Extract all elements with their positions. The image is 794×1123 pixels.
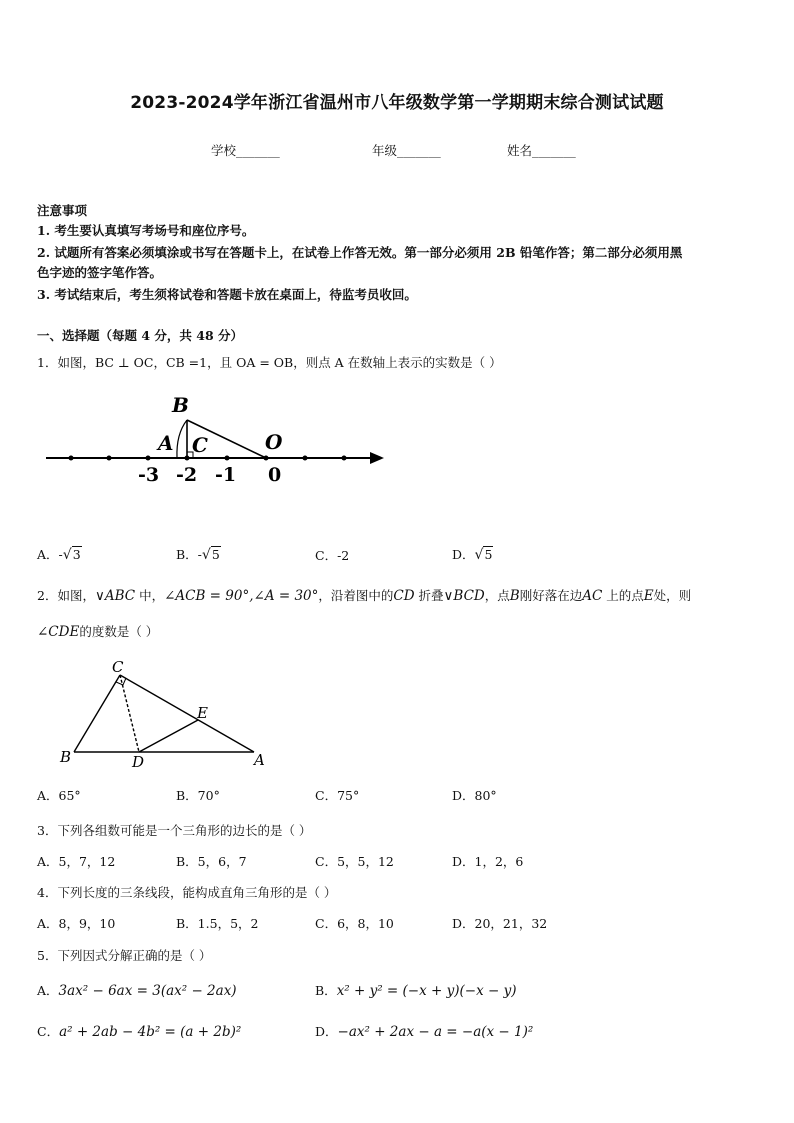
q3-option-a[interactable]: A．5，7，12 (37, 854, 116, 869)
label-c: C (192, 433, 208, 457)
notice-heading: 注意事项 (37, 203, 88, 218)
q3-option-b[interactable]: B．5，6，7 (176, 854, 247, 869)
section-heading: 一、选择题（每题 4 分，共 48 分） (37, 328, 244, 343)
q4-option-a[interactable]: A．8，9，10 (37, 916, 116, 931)
option-label: B．- (176, 547, 202, 562)
q1-stem: 1．如图，BC ⊥ OC，CB =1，且 OA = OB，则点 A 在数轴上表示的实数是（ ） (37, 355, 502, 370)
q5-stem: 5．下列因式分解正确的是（ ） (37, 948, 212, 963)
side-bc (74, 675, 120, 752)
q2-option-b[interactable]: B．70° (176, 788, 220, 803)
tick-dot (303, 456, 308, 461)
option-label: D． (452, 547, 475, 562)
grade-field: 年级_______ (372, 143, 441, 158)
tick-label: -3 (138, 464, 160, 486)
q1-option-b[interactable]: B．-√5 (176, 547, 220, 563)
q4-option-d[interactable]: D．20，21，32 (452, 916, 548, 931)
radicand: 5 (484, 547, 493, 562)
segment-de (139, 720, 198, 752)
q1-option-c[interactable]: C．-2 (315, 548, 350, 563)
q5-option-c[interactable]: C．a² + 2ab − 4b² = (a + 2b)² (37, 1024, 242, 1040)
notice-item-1: 1. 考生要认真填写考场号和座位序号。 (37, 223, 255, 238)
label-o: O (265, 430, 283, 454)
tick-dot (225, 456, 230, 461)
option-label: A．- (37, 547, 63, 562)
q4-option-b[interactable]: B．1.5，5，2 (176, 916, 259, 931)
radicand: 5 (211, 547, 220, 562)
side-ca (120, 675, 254, 752)
label-b: B (60, 748, 72, 766)
arc-ab (177, 420, 187, 458)
tick-dot (69, 456, 74, 461)
q1-option-d[interactable]: D．√5 (452, 547, 493, 563)
q4-stem: 4．下列长度的三条线段，能构成直角三角形的是（ ） (37, 885, 337, 900)
fold-line-cd (120, 675, 139, 752)
name-field: 姓名_______ (507, 143, 576, 158)
tick-label: 0 (268, 464, 282, 486)
tick-dot (107, 456, 112, 461)
q1-number-line-figure (40, 390, 390, 490)
q2-triangle-figure (55, 655, 275, 770)
q3-option-c[interactable]: C．5，5，12 (315, 854, 394, 869)
q2-option-d[interactable]: D．80° (452, 788, 497, 803)
tick-label: -2 (176, 464, 198, 486)
q2-option-c[interactable]: C．75° (315, 788, 360, 803)
q2-option-a[interactable]: A．65° (37, 788, 81, 803)
label-b: B (172, 393, 189, 417)
label-d: D (132, 753, 145, 770)
arrow-head-icon (370, 452, 384, 464)
q3-stem: 3．下列各组数可能是一个三角形的边长的是（ ） (37, 823, 312, 838)
tick-dot (146, 456, 151, 461)
radicand: 3 (72, 547, 81, 562)
notice-item-2-cont: 色字迹的签字笔作答。 (37, 265, 163, 280)
label-c: C (112, 658, 124, 676)
q2-stem-line2: ∠CDE的度数是（ ） (37, 624, 159, 640)
label-a: A (254, 751, 265, 769)
q5-option-d[interactable]: D．−ax² + 2ax − a = −a(x − 1)² (315, 1024, 534, 1040)
page-title: 2023-2024学年浙江省温州市八年级数学第一学期期末综合测试试题 (130, 93, 664, 113)
q4-option-c[interactable]: C．6，8，10 (315, 916, 394, 931)
q2-stem: 2．如图，∨ABC 中，∠ACB = 90°,∠A = 30°，沿着图中的CD 折叠∨BCD，点B刚好落在边AC 上的点E处，则 (37, 588, 692, 604)
notice-item-3: 3. 考试结束后，考生须将试卷和答题卡放在桌面上，待监考员收回。 (37, 287, 417, 302)
q3-option-d[interactable]: D．1，2，6 (452, 854, 524, 869)
school-field: 学校_______ (211, 143, 280, 158)
q1-option-a[interactable]: A．-√3 (37, 547, 81, 563)
label-a: A (158, 431, 174, 455)
q5-option-a[interactable]: A．3ax² − 6ax = 3(ax² − 2ax) (37, 983, 237, 999)
tick-dot (342, 456, 347, 461)
label-e: E (197, 704, 208, 722)
tick-label: -1 (215, 464, 237, 486)
notice-item-2: 2. 试题所有答案必须填涂或书写在答题卡上，在试卷上作答无效。第一部分必须用 2B 铅笔作答；第二部分必须用黑 (37, 245, 683, 260)
q5-option-b[interactable]: B．x² + y² = (−x + y)(−x − y) (315, 983, 517, 999)
